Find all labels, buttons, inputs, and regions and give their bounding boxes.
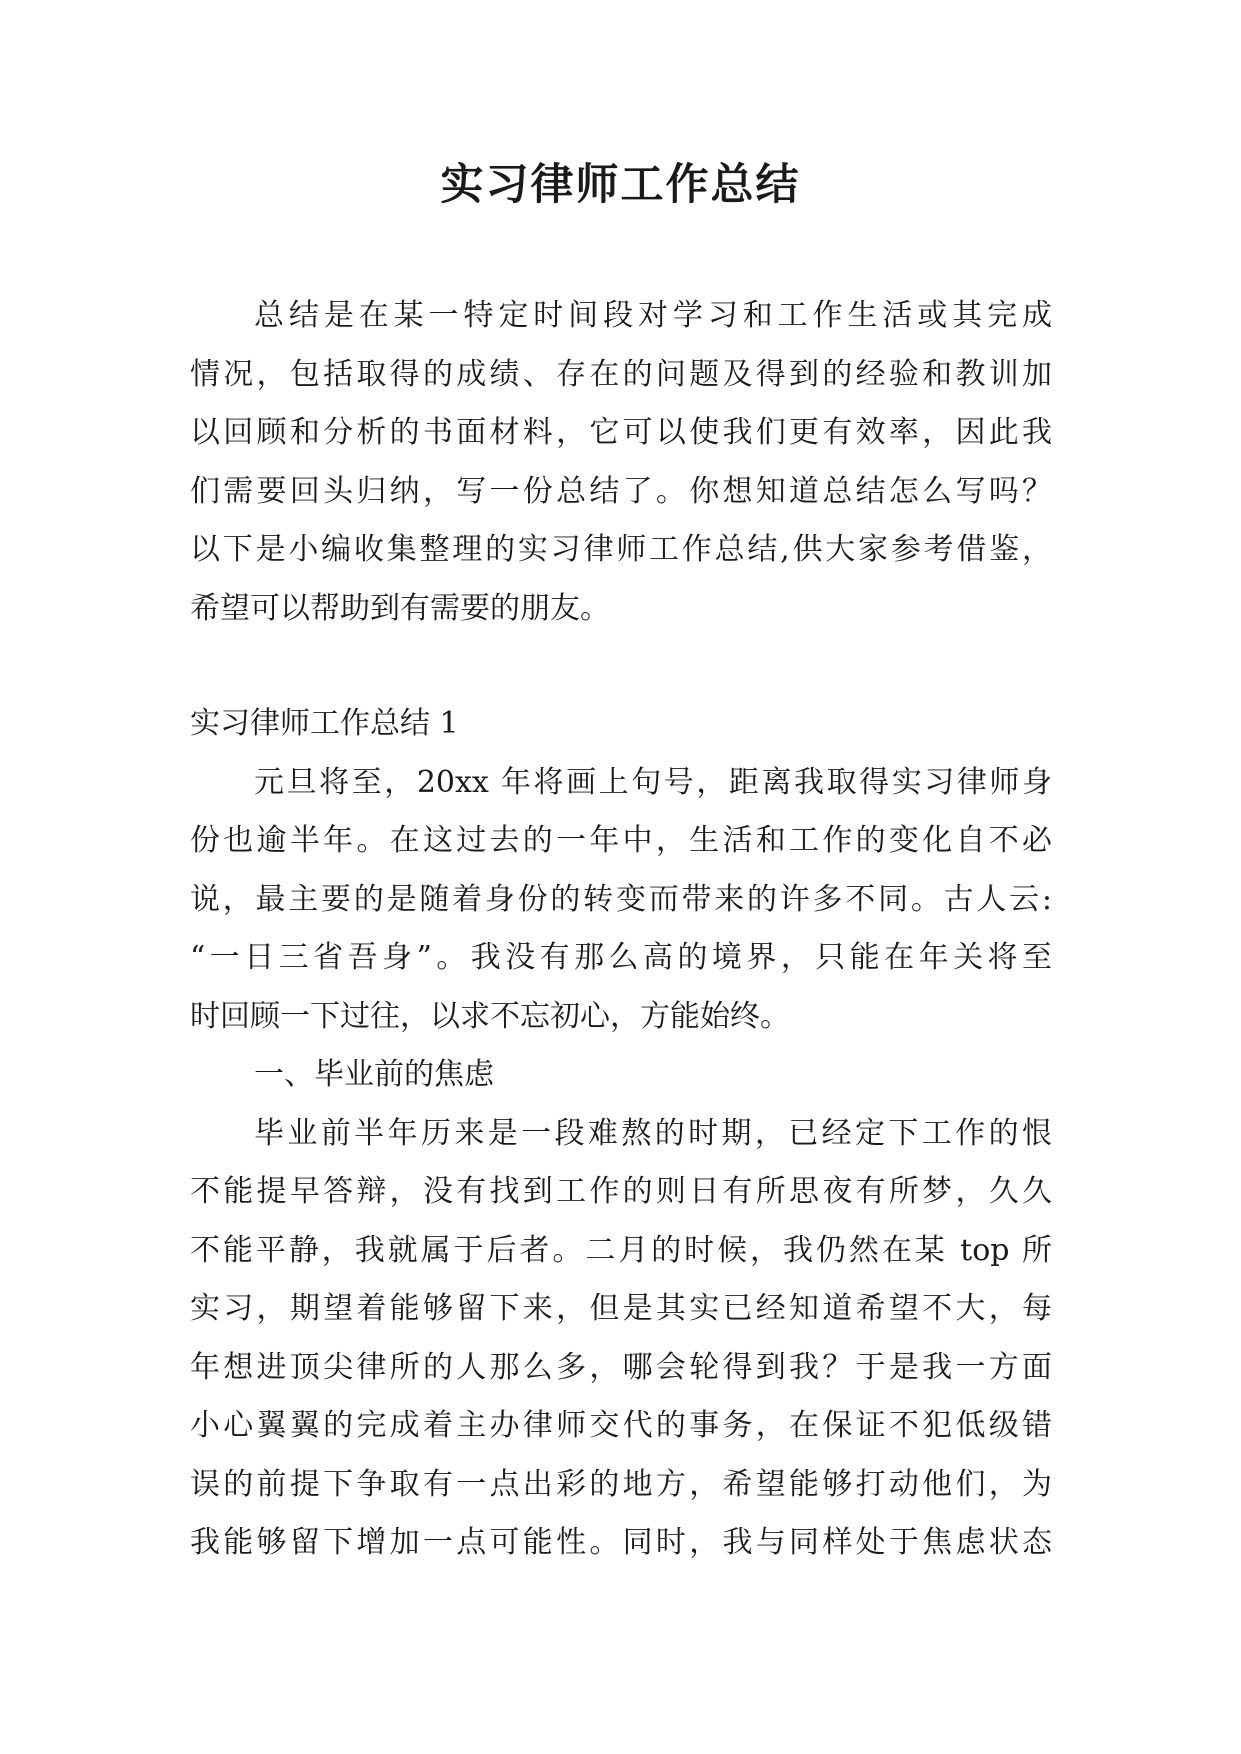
text-line: 总结是在某一特定时间段对学习和工作生活或其完成	[254, 298, 1052, 333]
text-line: 情况，包括取得的成绩、存在的问题及得到的经验和教训加	[190, 356, 1052, 392]
subheading: 一、毕业前的焦虑	[254, 1057, 494, 1092]
text-line: 实习，期望着能够留下来，但是其实已经知道希望不大，每	[190, 1291, 1052, 1326]
text-line: 以下是小编收集整理的实习律师工作总结,供大家参考借鉴，	[190, 532, 1052, 567]
text-line: 小心翼翼的完成着主办律师交代的事务，在保证不犯低级错	[190, 1408, 1052, 1443]
text-line: 希望可以帮助到有需要的朋友。	[190, 590, 610, 626]
intro-paragraph	[190, 287, 1052, 638]
text-line: “一日三省吾身”。我没有那么高的境界，只能在年关将至	[190, 940, 1052, 975]
text-line: 时回顾一下过往，以求不忘初心，方能始终。	[190, 998, 790, 1034]
text-line: 元旦将至，20xx 年将画上句号，距离我取得实习律师身	[254, 764, 1052, 800]
text-line: 不能提早答辩，没有找到工作的则日有所思夜有所梦，久久	[190, 1174, 1052, 1209]
section-heading: 实习律师工作总结 1	[190, 706, 459, 741]
document-title: 实习律师工作总结	[440, 160, 801, 210]
text-line: 们需要回头归纳，写一份总结了。你想知道总结怎么写吗？	[190, 473, 1052, 509]
text-line: 以回顾和分析的书面材料，它可以使我们更有效率，因此我	[190, 415, 1052, 450]
text-line: 年想进顶尖律所的人那么多，哪会轮得到我？于是我一方面	[190, 1349, 1052, 1385]
text-line: 说，最主要的是随着身份的转变而带来的许多不同。古人云:	[190, 881, 1052, 917]
body-paragraph	[190, 1105, 1052, 1573]
text-line: 毕业前半年历来是一段难熬的时期，已经定下工作的恨	[254, 1115, 1052, 1151]
text-line: 份也逾半年。在这过去的一年中，生活和工作的变化自不必	[190, 823, 1052, 858]
document-body	[190, 287, 1052, 1573]
body-paragraph	[190, 754, 1052, 1047]
paragraph-gap	[190, 638, 1052, 695]
text-line: 误的前提下争取有一点出彩的地方，希望能够打动他们，为	[190, 1466, 1052, 1502]
text-line: 我能够留下增加一点可能性。同时，我与同样处于焦虑状态	[190, 1525, 1052, 1560]
text-line: 不能平静，我就属于后者。二月的时候，我仍然在某 top 所	[190, 1232, 1052, 1268]
